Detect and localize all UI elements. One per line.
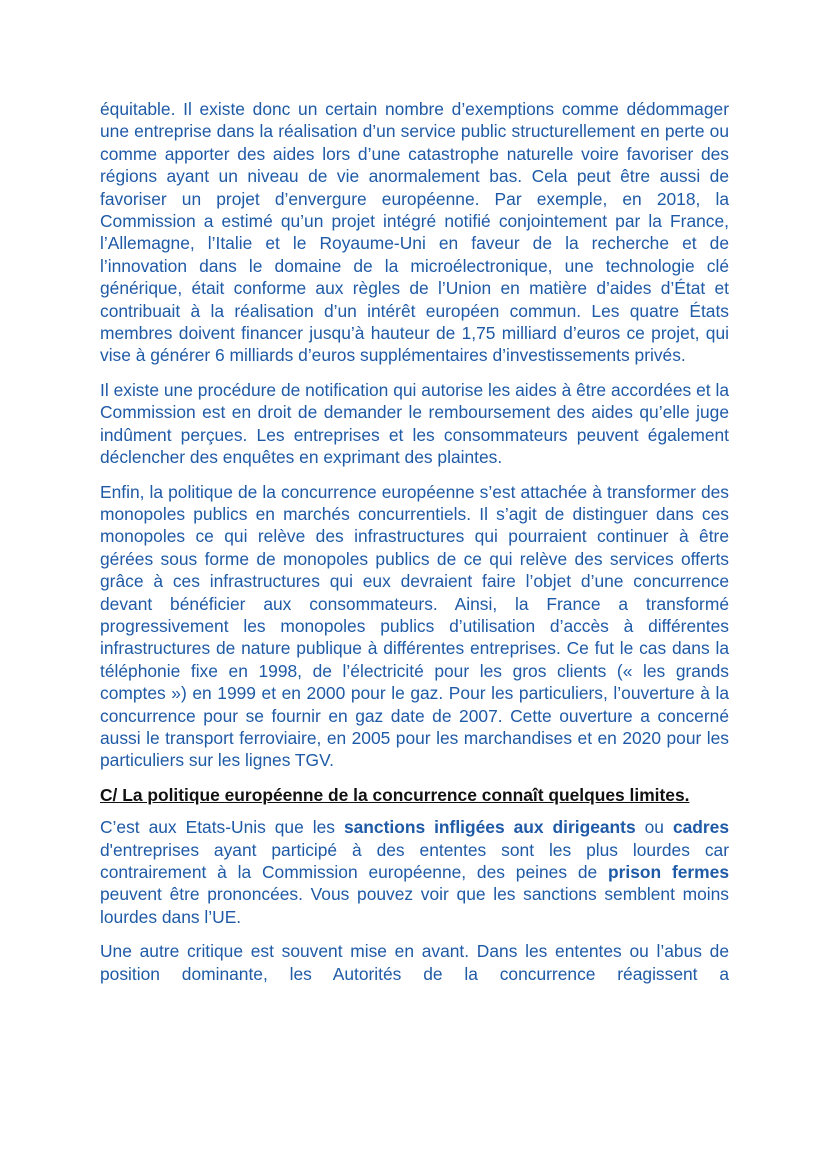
document-page	[100, 98, 729, 997]
sanctions-bold-3: prison fermes	[608, 862, 729, 882]
sanctions-bold-2: cadres	[672, 817, 730, 838]
section-heading-limits: C/ La politique européenne de la concurrence connaît quelques limites.	[100, 784, 690, 805]
sanctions-text-2: ou	[635, 817, 673, 838]
paragraph-sanctions	[100, 816, 729, 928]
sanctions-bold-1: sanctions infligées aux dirigeants	[343, 817, 636, 838]
sanctions-text-4: peuvent être prononcées. Vous pouvez voir que les sanctions semblent moins lourdes dans l’UE.	[100, 884, 729, 927]
sanctions-text-1: C’est aux Etats-Unis que les	[100, 817, 344, 838]
sanctions-text-3: d'entreprises ayant participé à des ententes sont les plus lourdes car contrairement à la Commission européenne, des peines de	[100, 839, 729, 882]
paragraph-state-aid-exemptions: équitable. Il existe donc un certain nombre d’exemptions comme dédommager une entreprise dans la réalisation d’un service public structurellement en perte ou comme apporter des aides lors d’une catastrophe naturelle voire favoriser des régions ayant un niveau de vie anormalement bas. Cela peut être aussi de favoriser un projet d’envergure européenne. Par exemple, en 2018, la Commission a estimé qu’un projet intégré notifié conjointement par la France, l’Allemagne, l’Italie et le Royaume-Uni en faveur de la recherche et de l’innovation dans le domaine de la microélectronique, une technologie clé générique, était conforme aux règles de l’Union en matière d’aides d’État et contribuait à la réalisation d’un intérêt européen commun. Les quatre États membres doivent financer jusqu’à hauteur de 1,75 milliard d’euros ce projet, qui vise à générer 6 milliards d’euros supplémentaires d’investissements privés.	[100, 99, 729, 366]
paragraph-public-monopolies: Enfin, la politique de la concurrence européenne s’est attachée à transformer des monopoles publics en marchés concurrentiels. Il s’agit de distinguer dans ces monopoles ce qui relève des infrastructures qui pourraient continuer à être gérées sous forme de monopoles publics de ce qui relève des services offerts grâce à ces infrastructures qui eux devraient faire l’objet d’une concurrence devant bénéficier aux consommateurs. Ainsi, la France a transformé progressivement les monopoles publics d’utilisation d’accès à différentes infrastructures de nature publique à différentes entreprises. Ce fut le cas dans la téléphonie fixe en 1998, de l’électricité pour les gros clients (« les grands comptes ») en 1999 et en 2000 pour le gaz. Pour les particuliers, l’ouverture à la concurrence pour se fournir en gaz date de 2007. Cette ouverture a concerné aussi le transport ferroviaire, en 2005 pour les marchandises et en 2020 pour les particuliers sur les lignes TGV.	[100, 481, 729, 771]
paragraph-criticism: Une autre critique est souvent mise en avant. Dans les ententes ou l’abus de position dominante, les Autorités de la concurrence réagissent a	[100, 941, 729, 984]
paragraph-notification-procedure: Il existe une procédure de notification qui autorise les aides à être accordées et la Commission est en droit de demander le remboursement des aides qu’elle juge indûment perçues. Les entreprises et les consommateurs peuvent également déclencher des enquêtes en exprimant des plaintes.	[100, 379, 729, 468]
